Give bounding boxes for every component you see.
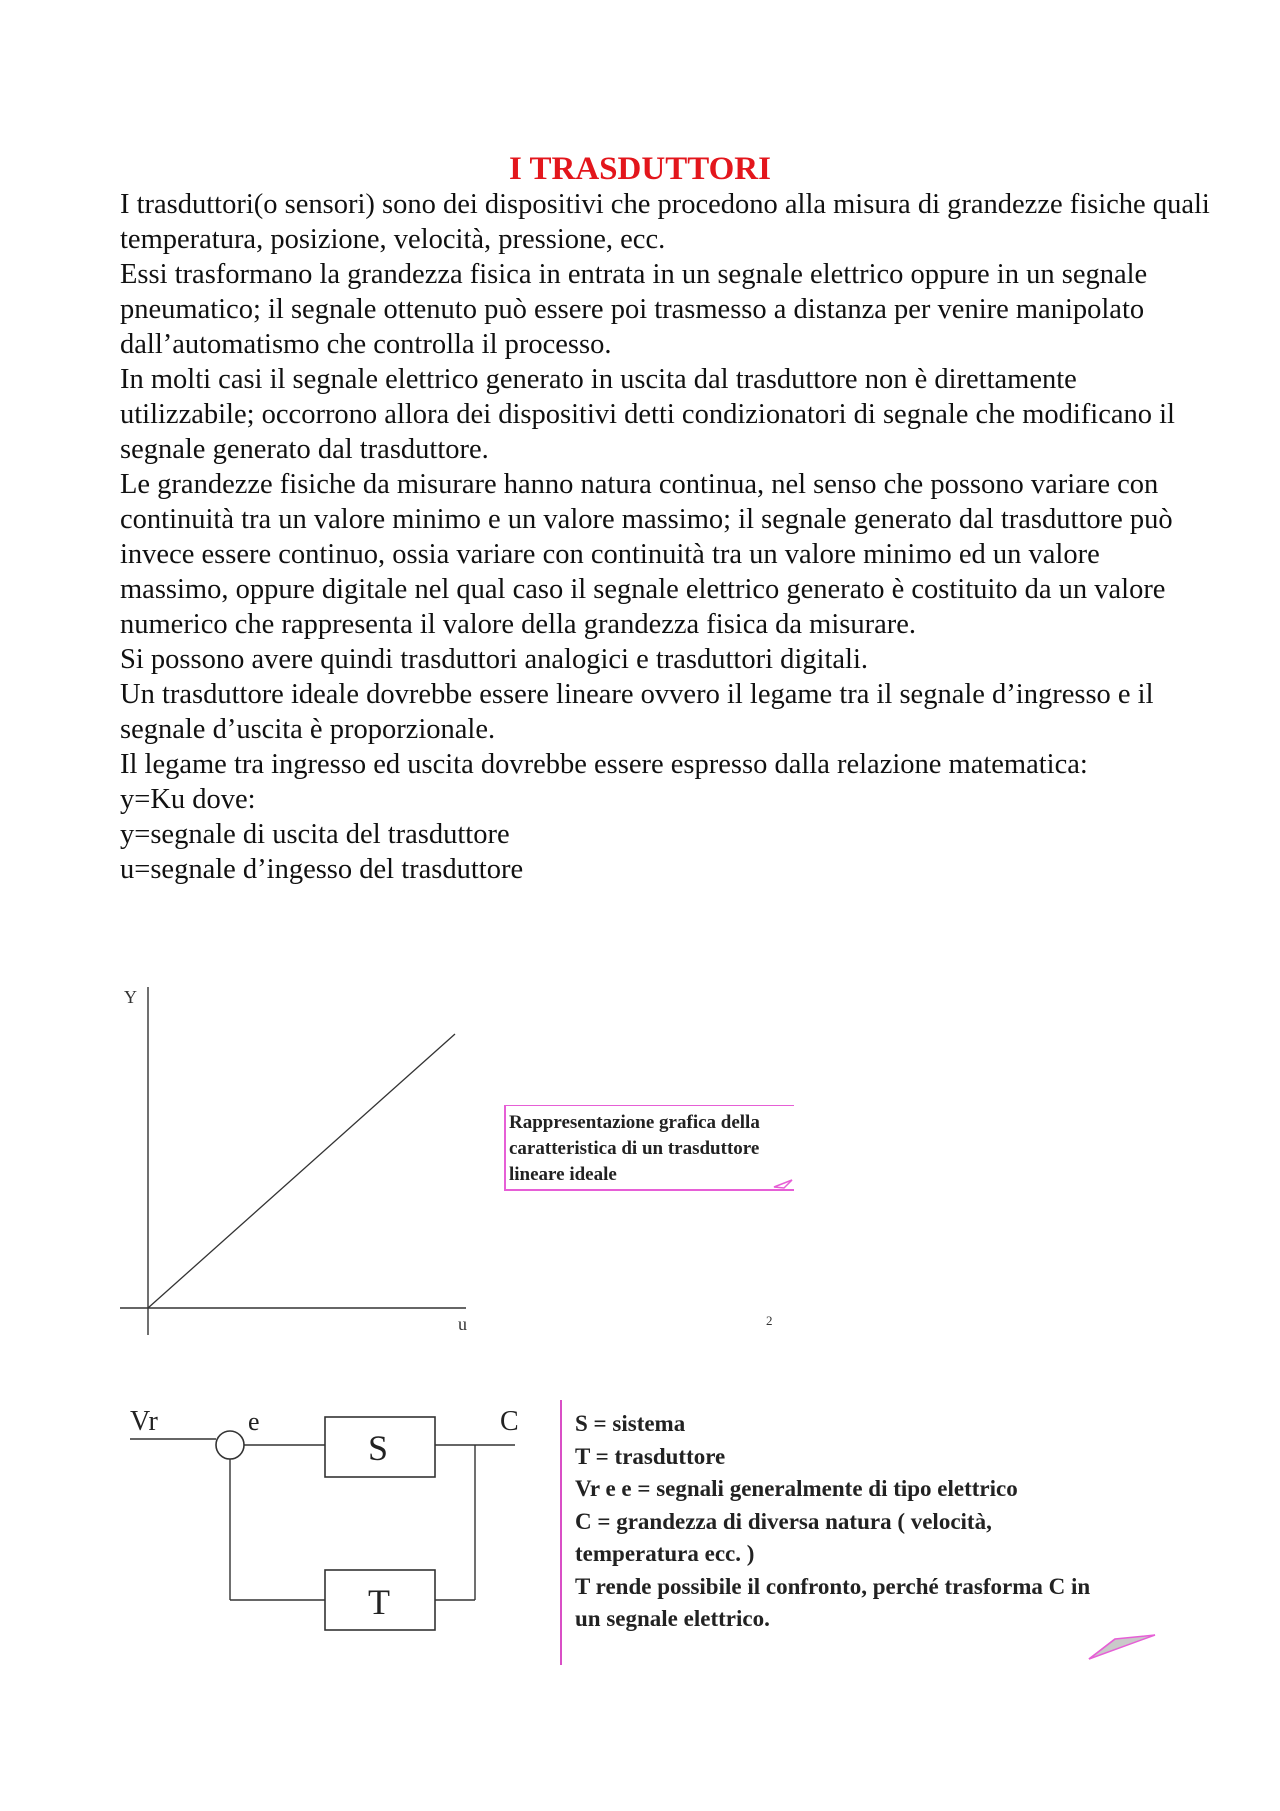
definition-line: u=segnale d’ingesso del trasduttore: [120, 854, 524, 885]
feedback-block-diagram: [120, 1400, 540, 1640]
characteristic-line: [148, 1034, 455, 1308]
paragraph: Le grandezze fisiche da misurare hanno natura continua, nel senso che possono variare con continuità tra un valore minimo e un valore massimo; il segnale generato dal trasduttore può invece essere continuo, ossia variare con continuità tra un valore minimo ed un valore massimo, oppure digitale nel qual caso il segnale elettrico generato è costituito da un valore numerico che rappresenta il valore della grandezza fisica da misurare.: [120, 469, 1173, 640]
body-text: [120, 187, 1210, 887]
legend-line: un segnale elettrico.: [575, 1606, 770, 1631]
paragraph: I trasduttori(o sensori) sono dei dispositivi che procedono alla misura di grandezze fisiche quali temperatura, posizione, velocità, pressione, ecc.: [120, 189, 1210, 255]
formula-line: y=Ku dove:: [120, 784, 256, 815]
diagram-legend: [575, 1408, 1175, 1636]
caption-line: caratteristica di un trasduttore: [509, 1138, 760, 1159]
legend-line: S = sistema: [575, 1411, 686, 1436]
output-label: C: [500, 1406, 519, 1437]
legend-divider: [560, 1400, 562, 1665]
paragraph: In molti casi il segnale elettrico generato in uscita dal trasduttore non è direttamente utilizzabile; occorrono allora dei dispositivi detti condizionatori di segnale che modificano il segnale generato dal trasduttore.: [120, 364, 1175, 465]
legend-line: T = trasduttore: [575, 1443, 726, 1469]
graph-caption: [504, 1105, 794, 1191]
legend-line: C = grandezza di diversa natura ( velocità,: [575, 1508, 992, 1534]
caption-line: Rappresentazione grafica della: [509, 1112, 760, 1133]
paragraph: Essi trasformano la grandezza fisica in entrata in un segnale elettrico oppure in un segnale pneumatico; il segnale ottenuto può essere poi trasmesso a distanza per venire manipolato dall’automatismo che controlla il processo.: [120, 259, 1148, 360]
system-label: S: [368, 1428, 389, 1468]
paragraph: Un trasduttore ideale dovrebbe essere lineare ovvero il legame tra il segnale d’ingresso e il segnale d’uscita è proporzionale.: [120, 679, 1154, 745]
summing-junction: [216, 1431, 244, 1459]
page-title: I TRASDUTTORI: [509, 151, 771, 187]
input-label: Vr: [130, 1406, 158, 1437]
annotation-corner-icon: [1085, 1625, 1160, 1665]
transducer-label: T: [368, 1582, 390, 1622]
paragraph: Il legame tra ingresso ed uscita dovrebbe essere espresso dalla relazione matematica:: [120, 749, 1088, 780]
legend-line: T rende possibile il confronto, perché trasforma C in: [575, 1573, 1091, 1599]
linear-characteristic-graph: [110, 975, 490, 1345]
legend-line: Vr e e = segnali generalmente di tipo elettrico: [575, 1476, 1018, 1501]
caption-corner-icon: [772, 1174, 794, 1190]
page-number: 2: [766, 1313, 773, 1328]
paragraph: Si possono avere quindi trasduttori analogici e trasduttori digitali.: [120, 644, 868, 675]
x-axis-label: u: [458, 1314, 467, 1334]
y-axis-label: Y: [124, 987, 137, 1007]
caption-line: lineare ideale: [509, 1164, 617, 1185]
error-label: e: [248, 1407, 260, 1436]
legend-line: temperatura ecc. ): [575, 1541, 755, 1566]
definition-line: y=segnale di uscita del trasduttore: [120, 819, 510, 850]
